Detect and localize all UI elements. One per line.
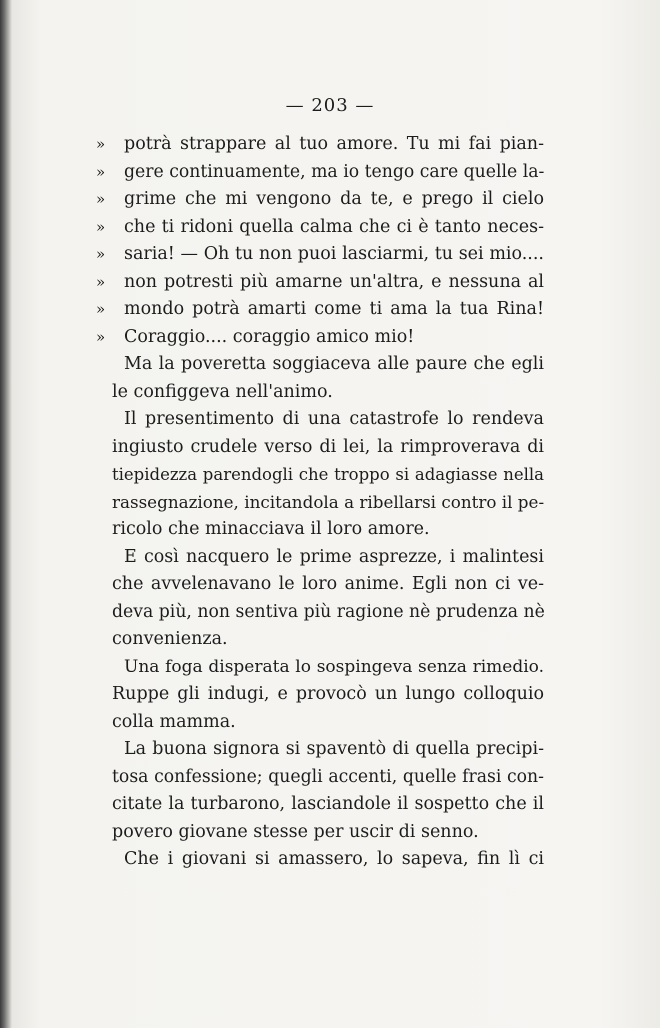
- text-line-content: non potresti più amarne un'altra, e nessuna al: [124, 271, 544, 292]
- text-line-content: grime che mi vengono da te, e prego il cielo: [124, 189, 544, 209]
- text-line: [112, 379, 544, 407]
- quote-mark: »: [96, 135, 106, 153]
- text-line: [112, 461, 544, 489]
- text-line-content: convenienza.: [112, 629, 228, 649]
- text-line: [112, 626, 544, 654]
- text-line-content: E così nacquero le prime asprezze, i malintesi: [124, 546, 544, 567]
- text-line-content: gere continuamente, ma io tengo care quelle la-: [124, 161, 545, 182]
- page-number: — 203 —: [285, 95, 375, 116]
- text-line: [96, 241, 544, 269]
- text-line-content: tiepidezza parendogli che troppo si adagiasse nella: [112, 465, 544, 484]
- quote-mark: »: [96, 162, 106, 181]
- text-line: [112, 599, 544, 627]
- text-line-content: che avvelenavano le loro anime. Egli non ci ve-: [112, 574, 544, 594]
- text-line-content: tosa confessione; quegli accenti, quelle frasi con-: [112, 766, 544, 787]
- text-line-content: che ti ridoni quella calma che ci è tanto neces-: [124, 216, 544, 237]
- text-line: [112, 516, 544, 544]
- text-line: [96, 214, 544, 242]
- quote-mark: »: [96, 272, 106, 291]
- book-spine-shadow: [0, 0, 12, 1028]
- text-line-content: mondo potrà amarti come ti ama la tua Rina!: [124, 299, 544, 319]
- text-line: [112, 681, 544, 709]
- text-line: [112, 544, 544, 572]
- text-line-content: le configgeva nell'animo.: [112, 381, 333, 402]
- quote-mark: »: [96, 327, 106, 346]
- quote-mark: »: [96, 300, 106, 318]
- text-line-content: Ma la poveretta soggiaceva alle paure che egli: [124, 354, 544, 374]
- text-line-content: citate la turbarono, lasciandole il sospetto che il: [112, 794, 544, 814]
- quote-mark: »: [96, 190, 106, 208]
- text-line-content: Che i giovani si amassero, lo sapeva, fin lì ci: [124, 849, 544, 869]
- text-line-content: rassegnazione, incitandola a ribellarsi contro il pe-: [112, 491, 545, 512]
- text-line: [112, 791, 544, 819]
- text-line-content: La buona signora si spaventò di quella precipi-: [124, 739, 544, 759]
- text-line: [96, 186, 544, 214]
- text-line: [112, 654, 544, 682]
- text-line-content: Coraggio.... coraggio amico mio!: [124, 326, 415, 347]
- text-line: [112, 709, 544, 737]
- text-line: [112, 406, 544, 434]
- text-line: [112, 434, 544, 462]
- text-line-content: deva più, non sentiva più ragione nè prudenza nè: [112, 601, 545, 622]
- quote-mark: »: [96, 245, 106, 263]
- quote-mark: »: [96, 217, 106, 236]
- text-line-content: povero giovane stesse per uscir di senno.: [112, 821, 479, 842]
- text-line: [96, 269, 544, 297]
- text-line-content: Il presentimento di una catastrofe lo rendeva: [124, 409, 544, 429]
- text-line: [112, 846, 544, 874]
- text-line: [96, 159, 545, 187]
- text-line-content: saria! — Oh tu non puoi lasciarmi, tu sei mio....: [124, 244, 544, 264]
- text-line: [112, 764, 544, 792]
- text-line: [112, 819, 544, 847]
- text-line: [96, 324, 544, 352]
- text-line-content: ricolo che minacciava il loro amore.: [112, 519, 430, 539]
- text-line: [112, 736, 544, 764]
- text-line: [112, 351, 544, 379]
- text-line-content: ingiusto crudele verso di lei, la rimproverava di: [112, 436, 544, 457]
- text-line: [112, 571, 544, 599]
- text-line: [112, 489, 544, 517]
- text-line: [96, 131, 544, 159]
- text-line-content: Ruppe gli indugi, e provocò un lungo colloquio: [112, 684, 544, 704]
- text-line-content: Una foga disperata lo sospingeva senza rimedio.: [124, 656, 544, 677]
- text-line: [96, 296, 544, 324]
- text-line-content: colla mamma.: [112, 711, 236, 732]
- page-text: [96, 131, 545, 874]
- text-line-content: potrà strappare al tuo amore. Tu mi fai pian-: [124, 134, 544, 154]
